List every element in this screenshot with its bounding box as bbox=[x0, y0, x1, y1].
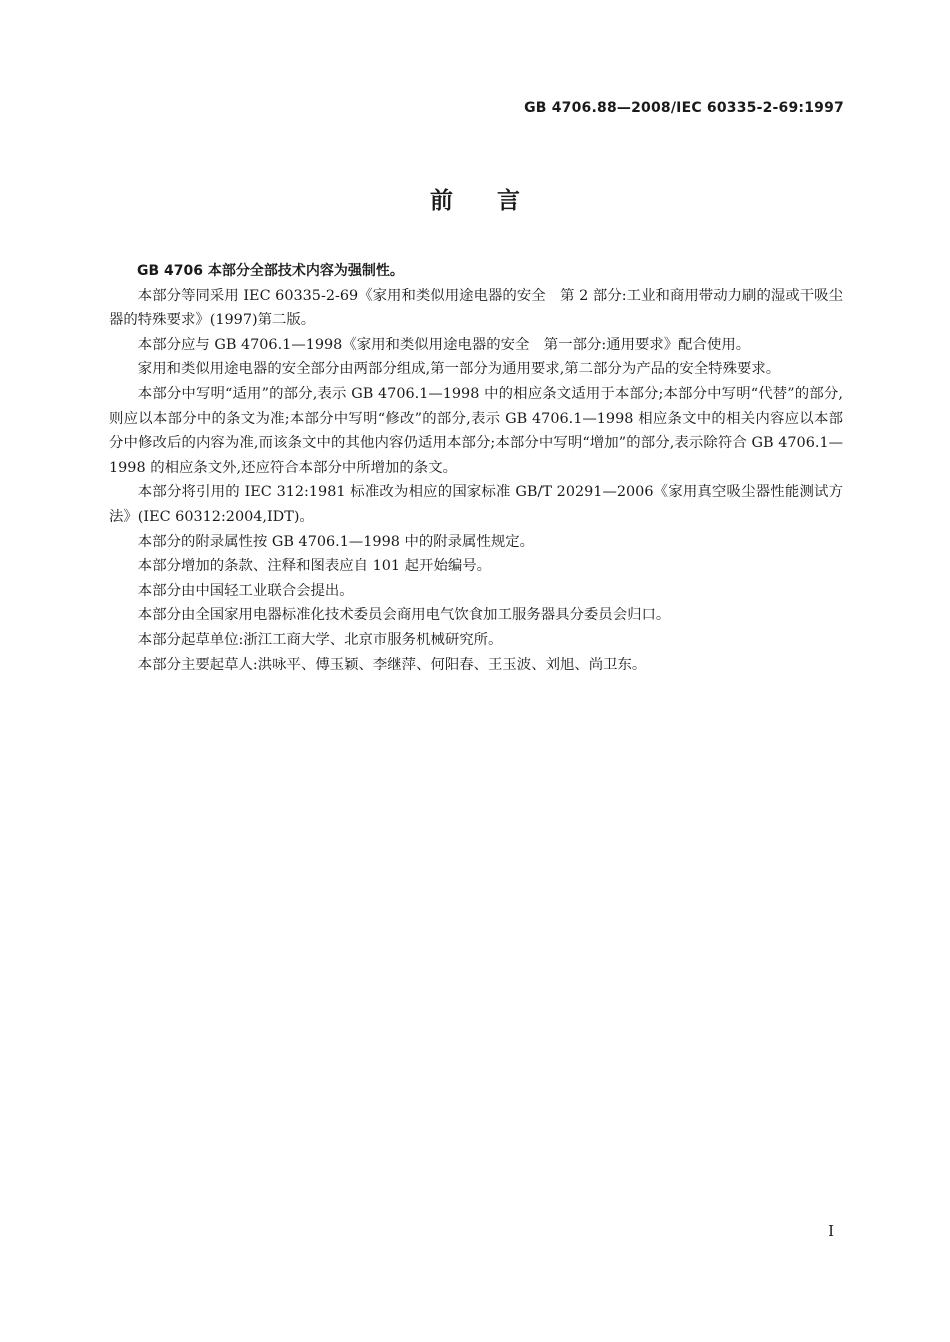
numbering-paragraph: 本部分增加的条款、注释和图表应自 101 起开始编号。 bbox=[137, 558, 492, 575]
page-title: 前言 bbox=[430, 188, 564, 214]
page-number: I bbox=[828, 1222, 834, 1240]
reference-paragraph: 本部分将引用的 IEC 312:1981 标准改为相应的国家标准 GB/T 20291—2006《家用真空吸尘器性能测试方法》(IEC 60312:2004,IDT)。 bbox=[109, 484, 843, 525]
proposer-paragraph: 本部分由中国轻工业联合会提出。 bbox=[137, 582, 354, 599]
mandatory-statement-paragraph: GB 4706 本部分全部技术内容为强制性。 bbox=[137, 263, 404, 279]
foreword-body bbox=[109, 259, 843, 677]
adoption-paragraph: 本部分等同采用 IEC 60335-2-69《家用和类似用途电器的安全 第 2 部分:工业和商用带动力刷的湿或干吸尘器的特殊要求》(1997)第二版。 bbox=[109, 287, 843, 329]
standard-code-header: GB 4706.88—2008/IEC 60335-2-69:1997 bbox=[524, 100, 844, 116]
usage-paragraph: 本部分应与 GB 4706.1—1998《家用和类似用途电器的安全 第一部分:通用要求》配合使用。 bbox=[137, 336, 751, 353]
drafters-paragraph: 本部分主要起草人:洪咏平、傅玉颖、李继萍、何阳春、王玉波、刘旭、尚卫东。 bbox=[137, 656, 647, 673]
composition-paragraph: 家用和类似用途电器的安全部分由两部分组成,第一部分为通用要求,第二部分为产品的安全特殊要求。 bbox=[137, 361, 781, 378]
drafting-units-paragraph: 本部分起草单位:浙江工商大学、北京市服务机械研究所。 bbox=[137, 631, 503, 648]
annex-paragraph: 本部分的附录属性按 GB 4706.1—1998 中的附录属性规定。 bbox=[137, 533, 534, 550]
terminology-paragraph: 本部分中写明“适用”的部分,表示 GB 4706.1—1998 中的相应条文适用于本部分;本部分中写明“代替”的部分,则应以本部分中的条文为准;本部分中写明“修改”的部分,表示 GB 4706.1—1998 相应条文中的相关内容应以本部分中修改后的内容为准,而该条文中的其他内容仍适用本部分;本部分中写明“增加”的部分,表示除符合 GB 4706.1—1998 的相应条文外,还应符合本部分中所增加的条文。 bbox=[109, 385, 843, 476]
centralized-paragraph: 本部分由全国家用电器标准化技术委员会商用电气饮食加工服务器具分委员会归口。 bbox=[137, 607, 671, 624]
